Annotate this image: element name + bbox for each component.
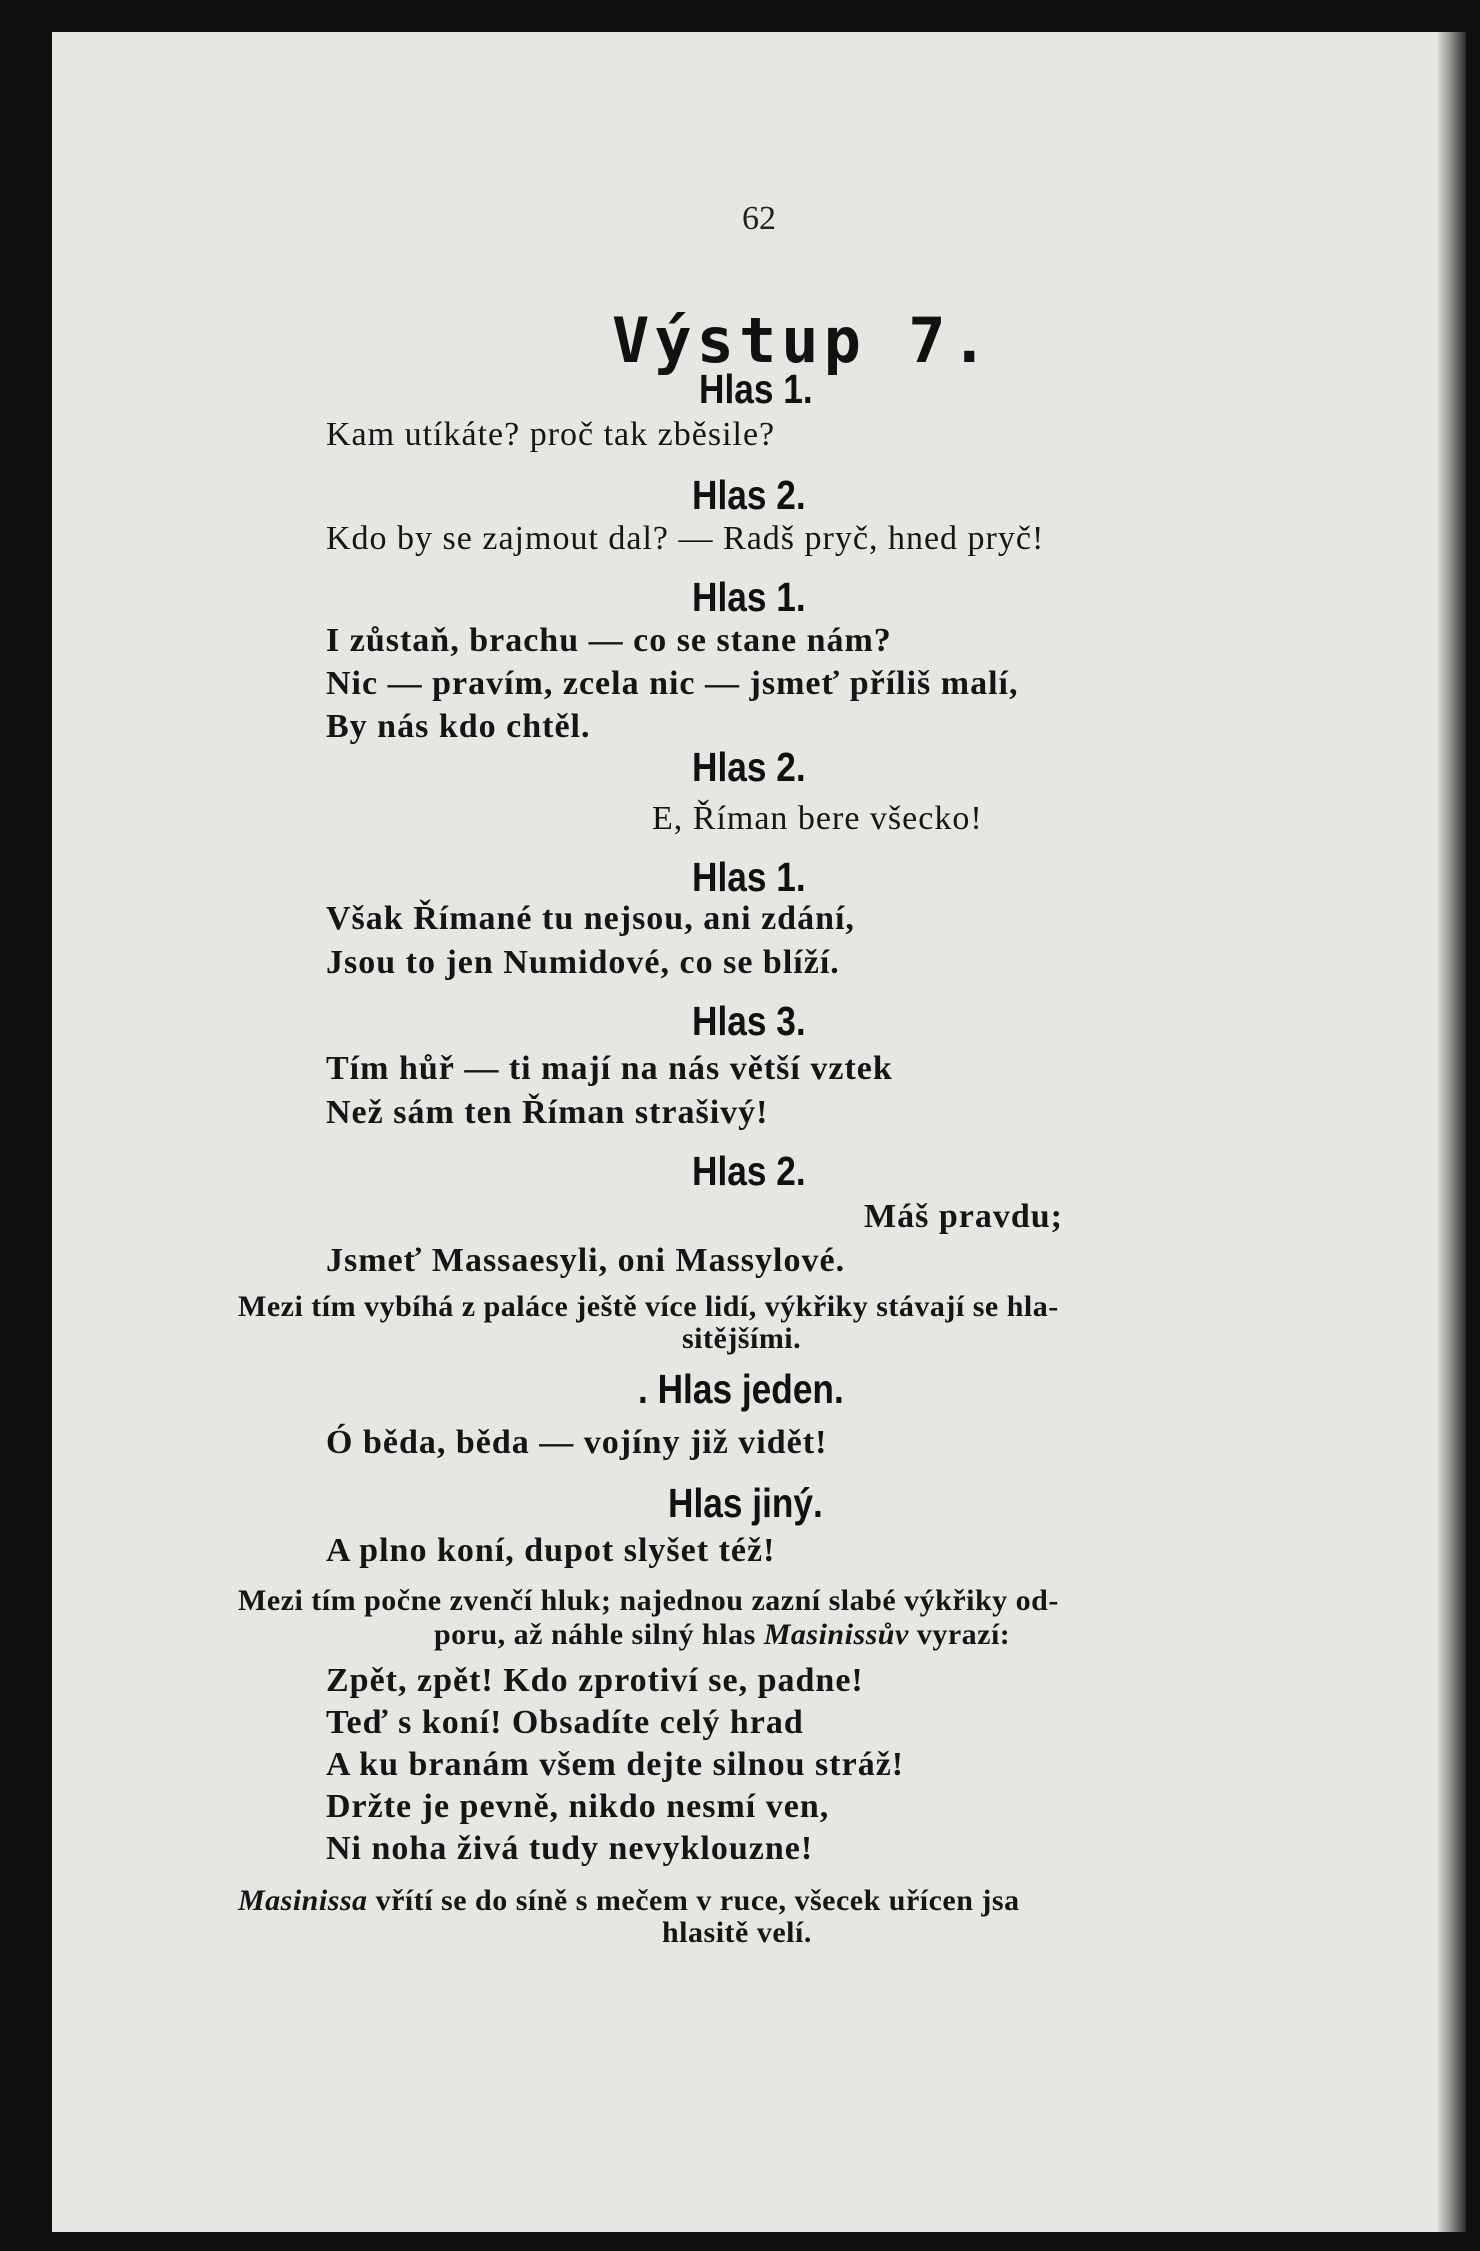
verse-line: Jsmeť Massaesyli, oni Massylové.: [326, 1242, 846, 1279]
stage-direction: Mezi tím vybíhá z paláce ještě více lidí, výkřiky stávají se hla-: [238, 1290, 1059, 1323]
verse-line: Než sám ten Říman strašivý!: [326, 1094, 769, 1131]
stage-direction: [238, 1884, 1020, 1918]
character-name: Masinissa: [238, 1884, 368, 1917]
verse-line: Tím hůř — ti mají na nás větší vztek: [326, 1050, 893, 1087]
page-edge-shadow: [1438, 32, 1466, 2232]
verse-line: By nás kdo chtěl.: [326, 708, 591, 745]
speaker-heading: Hlas 2.: [692, 744, 806, 790]
verse-line: Kdo by se zajmout dal? — Radš pryč, hned pryč!: [326, 520, 1045, 557]
verse-line: Zpět, zpět! Kdo zprotiví se, padne!: [326, 1662, 864, 1699]
stage-direction: Mezi tím počne zvenčí hluk; najednou zazní slabé výkřiky od-: [238, 1584, 1059, 1617]
stage-direction-text: vyrazí:: [908, 1618, 1011, 1651]
speaker-heading: Hlas 1.: [692, 854, 806, 900]
book-page: [52, 32, 1462, 2232]
stage-direction: sitějšími.: [682, 1322, 802, 1355]
verse-line: Držte je pevně, nikdo nesmí ven,: [326, 1788, 830, 1825]
stage-direction-text: poru, až náhle silný hlas: [434, 1618, 764, 1651]
stage-direction-text: vřítí se do síně s mečem v ruce, všecek uřícen jsa: [367, 1884, 1020, 1917]
speaker-heading: Hlas 2.: [692, 472, 806, 518]
speaker-heading: Hlas jiný.: [668, 1480, 823, 1526]
page-number: 62: [742, 200, 776, 237]
speaker-heading: Hlas 3.: [692, 998, 806, 1044]
verse-line: A ku branám všem dejte silnou stráž!: [326, 1746, 905, 1783]
verse-line: Jsou to jen Numidové, co se blíží.: [326, 944, 840, 981]
speaker-heading: Hlas 2.: [692, 1148, 806, 1194]
verse-line: Však Římané tu nejsou, ani zdání,: [326, 900, 855, 937]
speaker-heading: . Hlas jeden.: [638, 1366, 844, 1412]
speaker-heading: Hlas 1.: [699, 366, 813, 412]
verse-line: Teď s koní! Obsadíte celý hrad: [326, 1704, 804, 1741]
verse-line: Máš pravdu;: [864, 1198, 1063, 1235]
stage-direction: [434, 1618, 1010, 1652]
verse-line: Nic — pravím, zcela nic — jsmeť příliš malí,: [326, 665, 1019, 702]
speaker-heading: Hlas 1.: [692, 574, 806, 620]
stage-direction: hlasitě velí.: [662, 1916, 812, 1949]
character-name: Masinissův: [763, 1618, 909, 1651]
verse-line: Ó běda, běda — vojíny již vidět!: [326, 1424, 828, 1461]
verse-line: A plno koní, dupot slyšet též!: [326, 1532, 776, 1569]
verse-line: Ni noha živá tudy nevyklouzne!: [326, 1830, 814, 1867]
verse-line: I zůstaň, brachu — co se stane nám?: [326, 622, 892, 659]
scene-title: Výstup 7.: [612, 304, 993, 377]
verse-line: Kam utíkáte? proč tak zběsile?: [326, 416, 776, 453]
verse-line: E, Říman bere všecko!: [652, 800, 983, 837]
